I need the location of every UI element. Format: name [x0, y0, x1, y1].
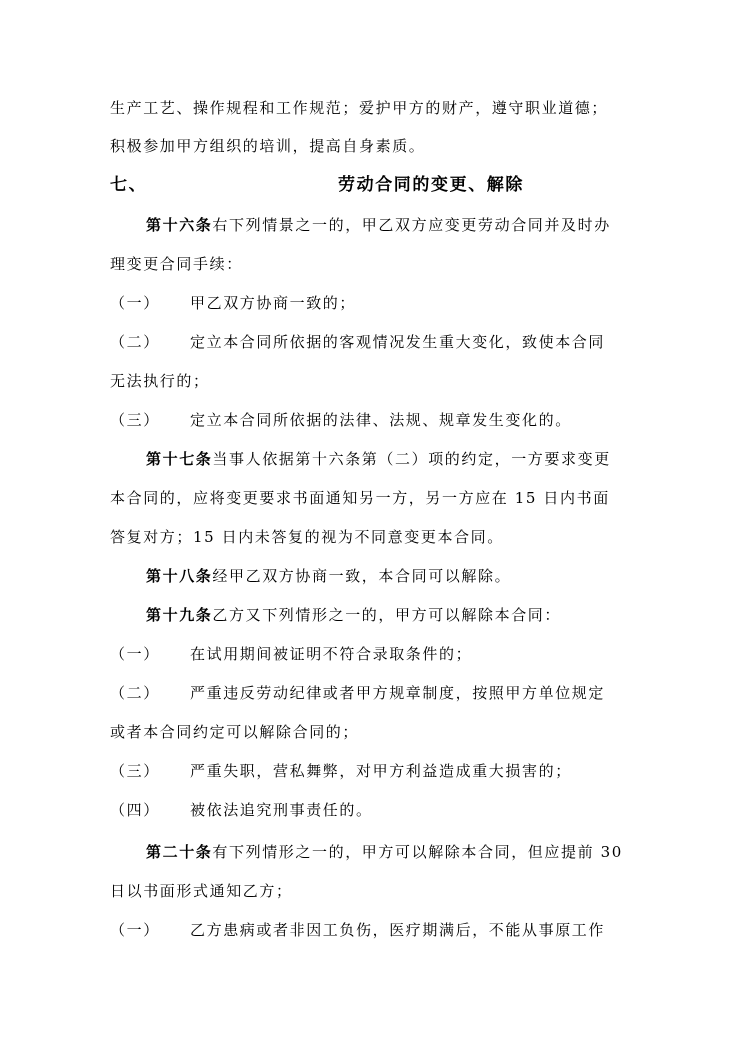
item-number: （三）	[110, 762, 160, 780]
article-16-line	[146, 215, 670, 235]
list-item	[110, 332, 634, 352]
article-heading: 第十六条	[146, 216, 213, 234]
item-number: （三）	[110, 411, 160, 429]
list-item	[110, 293, 634, 313]
article-17-line	[146, 449, 670, 469]
item-number: （二）	[110, 684, 160, 702]
item-text: 定立本合同所依据的客观情况发生重大变化，致使本合同	[190, 333, 606, 351]
list-item-continuation: 或者本合同约定可以解除合同的；	[110, 723, 360, 741]
item-text: 严重失职，营私舞弊，对甲方利益造成重大损害的；	[190, 762, 572, 780]
list-item	[110, 683, 634, 703]
article-text: 乙方又下列情形之一的，甲方可以解除本合同：	[212, 606, 562, 624]
paragraph-line: 理变更合同手续：	[110, 255, 243, 273]
item-text: 乙方患病或者非因工负伤，医疗期满后，不能从事原工作	[190, 921, 606, 939]
article-20-line	[146, 842, 670, 862]
article-heading: 第十八条	[146, 567, 213, 585]
section-number: 七、	[110, 175, 148, 195]
item-text: 定立本合同所依据的法律、法规、规章发生变化的。	[190, 411, 572, 429]
paragraph-line: 积极参加甲方组织的培训，提高自身素质。	[110, 137, 426, 155]
section-heading	[110, 174, 634, 196]
article-18-line	[146, 566, 670, 586]
article-text: 有下列情形之一的，甲方可以解除本合同，但应提前 30	[212, 843, 623, 861]
item-number: （二）	[110, 333, 160, 351]
paragraph-line: 日以书面形式通知乙方；	[110, 882, 293, 900]
item-number: （一）	[110, 294, 160, 312]
list-item	[110, 644, 634, 664]
item-number: （一）	[110, 645, 160, 663]
list-item	[110, 800, 634, 820]
article-text: 当事人依据第十六条第（二）项的约定，一方要求变更	[212, 450, 611, 468]
item-text: 在试用期间被证明不符合录取条件的；	[190, 645, 473, 663]
list-item-continuation: 无法执行的；	[110, 372, 210, 390]
paragraph-line: 答复对方；15 日内未答复的视为不同意变更本合同。	[110, 528, 504, 546]
list-item	[110, 761, 634, 781]
item-text: 甲乙双方协商一致的；	[190, 294, 357, 312]
article-heading: 第二十条	[146, 843, 213, 861]
article-19-line	[146, 605, 670, 625]
article-heading: 第十七条	[146, 450, 213, 468]
paragraph-line: 生产工艺、操作规程和工作规范；爱护甲方的财产，遵守职业道德；	[110, 99, 609, 117]
article-text: 经甲乙双方协商一致，本合同可以解除。	[212, 567, 512, 585]
item-text: 被依法追究刑事责任的。	[190, 801, 373, 819]
item-number: （一）	[110, 921, 160, 939]
list-item	[110, 920, 634, 940]
item-text: 严重违反劳动纪律或者甲方规章制度，按照甲方单位规定	[190, 684, 606, 702]
paragraph-line: 本合同的，应将变更要求书面通知另一方，另一方应在 15 日内书面	[110, 489, 610, 507]
item-number: （四）	[110, 801, 160, 819]
section-title: 劳动合同的变更、解除	[338, 175, 524, 195]
article-text: 右下列情景之一的，甲乙双方应变更劳动合同并及时办	[212, 216, 611, 234]
list-item	[110, 410, 634, 430]
article-heading: 第十九条	[146, 606, 213, 624]
